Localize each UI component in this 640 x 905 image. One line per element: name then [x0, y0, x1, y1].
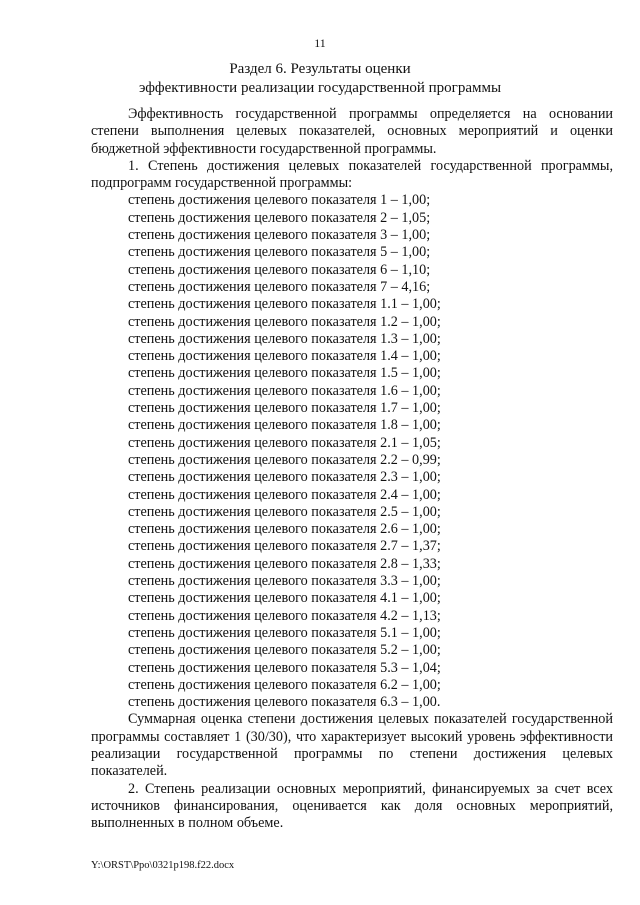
section-heading	[60, 60, 580, 98]
intro-paragraph: Эффективность государственной программы определяется на основании степени выполнения целевых показателей, основных мероприятий и оценки бюджетной эффективности государственной программы.	[91, 106, 613, 157]
indicator-item: степень достижения целевого показателя 2.2 – 0,99;	[128, 451, 441, 468]
indicator-item: степень достижения целевого показателя 1.7 – 1,00;	[128, 400, 441, 417]
document-body	[91, 106, 613, 832]
indicator-item: степень достижения целевого показателя 3.3 – 1,00;	[128, 573, 441, 590]
heading-line-2: эффективности реализации государственной программы	[138, 80, 502, 96]
file-path-footer: Y:\ORST\Ppo\0321p198.f22.docx	[91, 860, 235, 871]
indicator-item: степень достижения целевого показателя 1.8 – 1,00;	[128, 417, 441, 434]
indicator-item: степень достижения целевого показателя 1.6 – 1,00;	[128, 382, 441, 399]
indicator-item: степень достижения целевого показателя 1.2 – 1,00;	[128, 313, 441, 330]
page-number: 11	[314, 36, 326, 50]
indicator-item: степень достижения целевого показателя 6.2 – 1,00;	[128, 676, 441, 693]
indicator-item: степень достижения целевого показателя 1.3 – 1,00;	[128, 330, 441, 347]
heading-line-1: Раздел 6. Результаты оценки	[229, 61, 411, 77]
indicator-item: степень достижения целевого показателя 1.1 – 1,00;	[128, 296, 441, 313]
indicator-item: степень достижения целевого показателя 2.6 – 1,00;	[128, 521, 441, 538]
indicator-item: степень достижения целевого показателя 2 – 1,05;	[128, 209, 431, 226]
section-1-title: 1. Степень достижения целевых показателей государственной программы, подпрограмм государственной программы:	[91, 157, 613, 192]
indicator-item: степень достижения целевого показателя 1 – 1,00;	[128, 192, 431, 209]
indicator-item: степень достижения целевого показателя 5.2 – 1,00;	[128, 642, 441, 659]
indicator-item: степень достижения целевого показателя 2.1 – 1,05;	[128, 434, 441, 451]
indicator-item: степень достижения целевого показателя 6 – 1,10;	[128, 261, 431, 278]
indicator-item: степень достижения целевого показателя 5.3 – 1,04;	[128, 659, 441, 676]
indicator-item: степень достижения целевого показателя 6.3 – 1,00.	[128, 694, 441, 711]
indicator-list	[91, 192, 613, 711]
indicator-item: степень достижения целевого показателя 4.1 – 1,00;	[128, 590, 441, 607]
indicator-item: степень достижения целевого показателя 5 – 1,00;	[128, 244, 431, 261]
indicator-item: степень достижения целевого показателя 2.7 – 1,37;	[128, 538, 441, 555]
indicator-item: степень достижения целевого показателя 2.3 – 1,00;	[128, 469, 441, 486]
summary-paragraph: Суммарная оценка степени достижения целевых показателей государственной программы составляет 1 (30/30), что характеризует высокий уровень эффективности реализации государственной программы по степени достижения целевых показателей.	[91, 711, 613, 780]
indicator-item: степень достижения целевого показателя 5.1 – 1,00;	[128, 624, 441, 641]
indicator-item: степень достижения целевого показателя 1.4 – 1,00;	[128, 348, 441, 365]
indicator-item: степень достижения целевого показателя 3 – 1,00;	[128, 227, 431, 244]
indicator-item: степень достижения целевого показателя 2.8 – 1,33;	[128, 555, 441, 572]
indicator-item: степень достижения целевого показателя 4.2 – 1,13;	[128, 607, 441, 624]
indicator-item: степень достижения целевого показателя 7 – 4,16;	[128, 278, 431, 295]
indicator-item: степень достижения целевого показателя 2.4 – 1,00;	[128, 486, 441, 503]
indicator-item: степень достижения целевого показателя 2.5 – 1,00;	[128, 503, 441, 520]
section-2-paragraph: 2. Степень реализации основных мероприятий, финансируемых за счет всех источников финансирования, оценивается как доля основных мероприятий, выполненных в полном объеме.	[91, 780, 613, 832]
indicator-item: степень достижения целевого показателя 1.5 – 1,00;	[128, 365, 441, 382]
